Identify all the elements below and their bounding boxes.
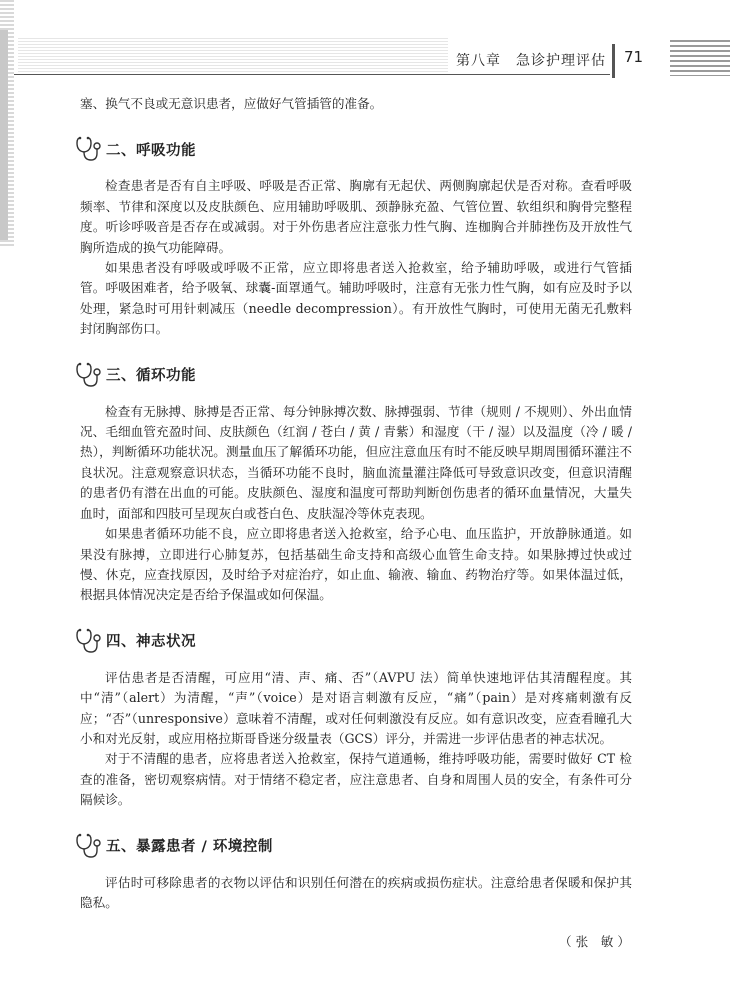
header-decorative-lines [18,38,448,74]
paragraph: 如果患者没有呼吸或呼吸不正常，应立即将患者送入抢救室，给予辅助呼吸，或进行气管插管。呼吸困难者，给予吸氧、球囊-面罩通气。辅助呼吸时，注意有无张力性气胸，如有应及时予以处理，紧急时可用针刺减压（needle decompression）。有开放性气胸时，可使用无菌无孔敷料封闭胸部伤口。 [80,260,632,337]
chapter-title: 第八章 急诊护理评估 [456,53,606,69]
header-decorative-lines-right [670,40,730,76]
section-title: 二、呼吸功能 [106,142,196,159]
section-exposure [80,831,632,914]
intro-paragraph: 塞、换气不良或无意识患者，应做好气管插管的准备。 [80,96,383,111]
header-rule [14,74,610,75]
paragraph: 如果患者循环功能不良，应立即将患者送入抢救室，给予心电、血压监护，开放静脉通道。如果没有脉搏，立即进行心肺复苏，包括基础生命支持和高级心血管生命支持。如果脉搏过快或过慢、休克，应查找原因，及时给予对症治疗，如止血、输液、输血、药物治疗等。如果体温过低，根据具体情况决定是否给予保温或如何保温。 [80,526,632,603]
paragraph: 评估患者是否清醒，可应用“清、声、痛、否”（AVPU 法）简单快速地评估其清醒程度。其中“清”（alert）为清醒，“声”（voice）是对语言刺激有反应，“痛”（pain）是对疼痛刺激有反应；“否”（unresponsive）意味着不清醒，或对任何刺激没有反应。如有意识改变，应查看瞳孔大小和对光反射，或应用格拉斯哥昏迷分级量表（GCS）评分，并需进一步评估患者的神志状况。 [80,669,632,746]
section-title: 五、暴露患者 / 环境控制 [106,839,273,856]
paragraph: 检查患者是否有自主呼吸、呼吸是否正常、胸廓有无起伏、两侧胸廓起伏是否对称。查看呼吸频率、节律和深度以及皮肤颜色、应用辅助呼吸肌、颈静脉充盈、气管位置、软组织和胸骨完整程度。听诊呼吸音是否存在或减弱。对于外伤患者应注意张力性气胸、连枷胸合并肺挫伤及开放性气胸所造成的换气功能障碍。 [80,178,632,255]
section-heading [74,360,632,390]
stethoscope-icon [74,134,104,164]
paragraph: 对于不清醒的患者，应将患者送入抢救室，保持气道通畅，维持呼吸功能，需要时做好 CT 检查的准备，密切观察病情。对于情绪不稳定者，应注意患者、自身和周围人员的安全，有条件可分隔候诊。 [80,751,632,808]
page-header [0,0,730,80]
author-signature: （ 张 敏 ） [559,934,630,950]
paragraph: 评估时可移除患者的衣物以评估和识别任何潜在的疾病或损伤症状。注意给患者保暖和保护其隐私。 [80,874,632,910]
section-title: 四、神志状况 [106,634,196,651]
stethoscope-icon [74,626,104,656]
section-title: 三、循环功能 [106,368,196,385]
page-content [80,94,632,950]
stethoscope-icon [74,360,104,390]
section-heading [74,831,632,861]
section-breathing [80,134,632,339]
section-heading [74,134,632,164]
section-circulation [80,360,632,606]
header-divider [612,44,615,78]
stethoscope-icon [74,831,104,861]
paragraph: 检查有无脉搏、脉搏是否正常、每分钟脉搏次数、脉搏强弱、节律（规则 / 不规则）、外出血情况、毛细血管充盈时间、皮肤颜色（红润 / 苍白 / 黄 / 青紫）和湿度（干 / 湿）以及温度（冷 / 暖 / 热），判断循环功能状况。测量血压了解循环功能，但应注意血压有时不能反映早期周围循环灌注不良状况。注意观察意识状态，当循环功能不良时，脑血流量灌注降低可导致意识改变，但意识清醒的患者仍有潜在出血的可能。皮肤颜色、湿度和温度可帮助判断创伤患者的循环血量情况，大量失血时，面部和四肢可呈现灰白或苍白色、皮肤湿冷等休克表现。 [80,403,632,521]
page-number: 71 [624,48,644,66]
section-heading [74,626,632,656]
section-consciousness [80,626,632,811]
